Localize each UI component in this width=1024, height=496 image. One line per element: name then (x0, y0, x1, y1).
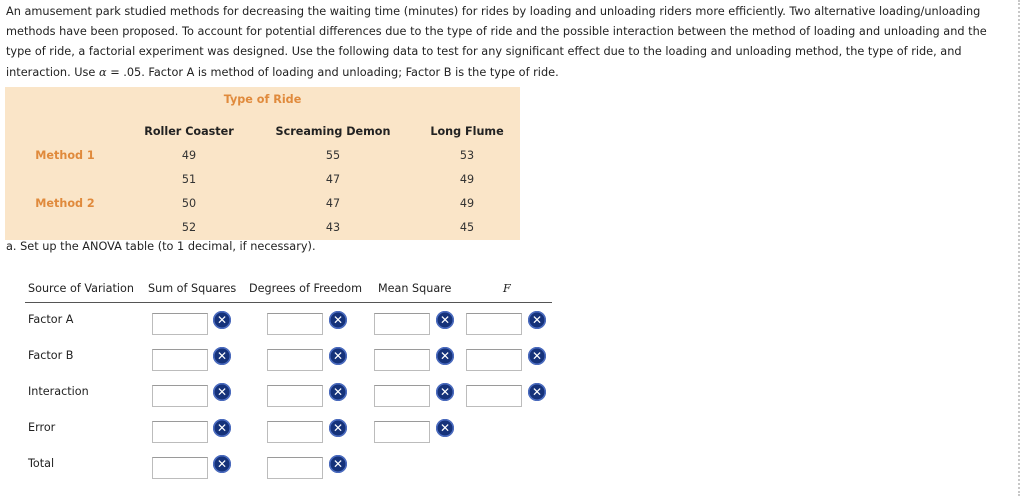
anova-row-factor-b: Factor B (28, 349, 74, 362)
total-ss-input[interactable] (152, 457, 208, 479)
problem-text: An amusement park studied methods for decreasing the waiting time (minutes) for rides by loading and unloading riders more efficiently. Two alternative loading/unloading methods have been proposed. To account for potential differences due to the type of ride and the possible interaction between the method of loading and unloading and the type of ride, a factorial experiment was designed. Use the following data to test for any significant effect due to the loading and unloading method, the type of ride, and interaction. Use (6, 5, 987, 79)
problem-statement (6, 2, 1010, 83)
interaction-f-input[interactable] (466, 385, 522, 407)
row-label-method-2: Method 2 (35, 197, 95, 210)
data-cell: 51 (181, 173, 197, 186)
clear-x-icon[interactable]: ✕ (528, 383, 546, 401)
row-label-method-1: Method 1 (35, 149, 95, 162)
anova-row-error: Error (28, 421, 56, 434)
anova-header-f: F (503, 282, 511, 295)
anova-header-ms: Mean Square (378, 282, 452, 295)
data-cell: 53 (459, 149, 475, 162)
anova-header-source: Source of Variation (28, 282, 134, 295)
anova-row-factor-a: Factor A (28, 313, 74, 326)
interaction-ss-input[interactable] (152, 385, 208, 407)
clear-x-icon[interactable]: ✕ (213, 347, 231, 365)
factor-a-f-input[interactable] (466, 313, 522, 335)
factor-a-ms-input[interactable] (374, 313, 430, 335)
alpha-symbol: α (98, 65, 107, 79)
part-a-prompt: a. Set up the ANOVA table (to 1 decimal, if necessary). (6, 240, 316, 253)
factor-a-df-input[interactable] (267, 313, 323, 335)
data-cell: 47 (325, 173, 341, 186)
clear-x-icon[interactable]: ✕ (528, 347, 546, 365)
clear-x-icon[interactable]: ✕ (528, 311, 546, 329)
anova-header-rule (25, 302, 552, 303)
data-cell: 45 (459, 221, 475, 234)
data-cell: 49 (181, 149, 197, 162)
anova-header-df: Degrees of Freedom (249, 282, 363, 295)
data-cell: 49 (459, 173, 475, 186)
clear-x-icon[interactable]: ✕ (329, 311, 347, 329)
total-df-input[interactable] (267, 457, 323, 479)
col-header-screaming-demon: Screaming Demon (275, 125, 391, 138)
clear-x-icon[interactable]: ✕ (213, 455, 231, 473)
error-ms-input[interactable] (374, 421, 430, 443)
factor-b-f-input[interactable] (466, 349, 522, 371)
anova-row-total: Total (28, 457, 55, 470)
data-cell: 52 (181, 221, 197, 234)
error-ss-input[interactable] (152, 421, 208, 443)
factor-b-df-input[interactable] (267, 349, 323, 371)
clear-x-icon[interactable]: ✕ (329, 383, 347, 401)
data-table (5, 87, 520, 240)
data-cell: 55 (325, 149, 341, 162)
problem-text-after-alpha: = .05. Factor A is method of loading and unloading; Factor B is the type of ride. (106, 65, 559, 79)
error-df-input[interactable] (267, 421, 323, 443)
clear-x-icon[interactable]: ✕ (436, 383, 454, 401)
data-cell: 43 (325, 221, 341, 234)
clear-x-icon[interactable]: ✕ (436, 347, 454, 365)
clear-x-icon[interactable]: ✕ (213, 383, 231, 401)
clear-x-icon[interactable]: ✕ (329, 455, 347, 473)
clear-x-icon[interactable]: ✕ (213, 419, 231, 437)
data-cell: 49 (459, 197, 475, 210)
clear-x-icon[interactable]: ✕ (436, 419, 454, 437)
anova-header-ss: Sum of Squares (148, 282, 237, 295)
factor-b-ms-input[interactable] (374, 349, 430, 371)
page-right-border (1018, 0, 1022, 496)
col-header-roller-coaster: Roller Coaster (144, 125, 234, 138)
interaction-df-input[interactable] (267, 385, 323, 407)
clear-x-icon[interactable]: ✕ (213, 311, 231, 329)
anova-row-interaction: Interaction (28, 385, 89, 398)
clear-x-icon[interactable]: ✕ (436, 311, 454, 329)
clear-x-icon[interactable]: ✕ (329, 347, 347, 365)
data-cell: 47 (325, 197, 341, 210)
interaction-ms-input[interactable] (374, 385, 430, 407)
clear-x-icon[interactable]: ✕ (329, 419, 347, 437)
type-of-ride-heading: Type of Ride (223, 93, 302, 106)
factor-a-ss-input[interactable] (152, 313, 208, 335)
factor-b-ss-input[interactable] (152, 349, 208, 371)
data-cell: 50 (181, 197, 197, 210)
col-header-long-flume: Long Flume (430, 125, 504, 138)
